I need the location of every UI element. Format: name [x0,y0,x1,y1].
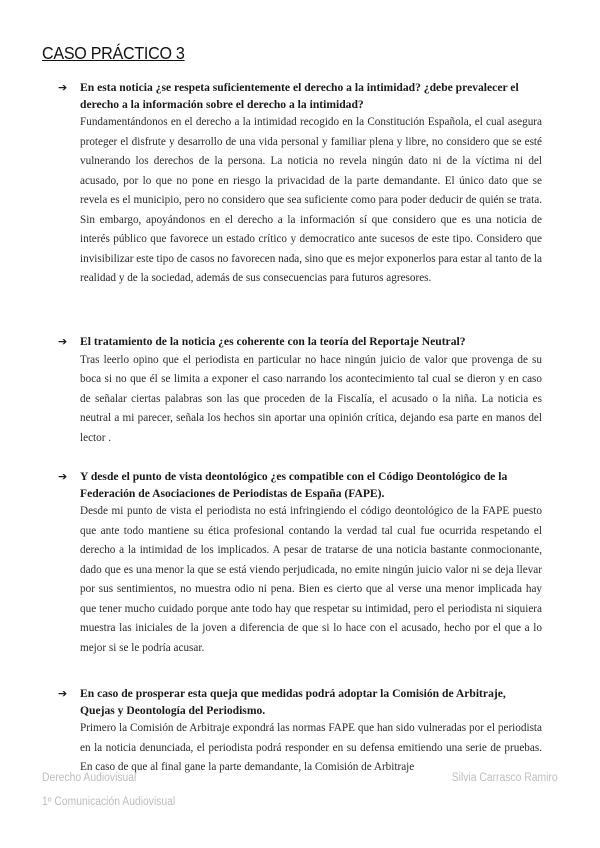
arrow-right-icon: ➔ [58,81,68,94]
section-3 [58,469,542,658]
arrow-right-icon: ➔ [58,335,68,348]
answer-2: Tras leerlo opino que el periodista en particular no hace ningún juicio de valor que provenga de su boca si no que él se limita a exponer el caso narrando los acontecimiento tal cual se dieron y en caso de señalar ciertas palabras son las que proceden de la Fiscalía, el acusado o la niña. La noticia es neutral a mi parecer, señala los hechos sin aportar una opinión crítica, dejando esa parte en manos del lector . [80,353,542,444]
section-1 [58,80,542,289]
question-4 [58,686,542,719]
answer-3: Desde mi punto de vista el periodista no está infringiendo el código deontológico de la FAPE puesto que ante todo mantiene su ética profesional contando la verdad tal cual fue ocurrida respetando el derecho a la intimidad de los implicados. A pesar de tratarse de una noticia bastante conmocionante, dado que es una menor la que se está viendo perjudicada, no emite ningún juicio valor ni se deja llevar por sus sentimientos, no muestra odio ni pena. Bien es cierto que al verse una menor implicada hay que tener mucho cuidado porque ante todo hay que respetar su intimidad, pero el periodista ni siquiera muestra las iniciales de la joven a diferencia de que si lo hace con el acusado, hecho por el que a lo mejor si se le podría acusar. [80,505,542,654]
answer-4: Primero la Comisión de Arbitraje expondrá las normas FAPE que han sido vulneradas por el periodista en la noticia denunciada, el periodista podrá responder en su defensa emitiendo una serie de pruebas. En caso de que al final gane la parte demandante, la Comisión de Arbitraje [80,722,542,773]
question-3-text: Y desde el punto de vista deontológico ¿es compatible con el Código Deontológico de la Federación de Asociaciones de Periodistas de España (FAPE). [80,470,508,500]
question-1 [58,80,542,113]
question-2-text: El tratamiento de la noticia ¿es coherente con la teoría del Reportaje Neutral? [80,335,466,348]
footer-course: Derecho Audiovisual [42,772,137,784]
footer-degree: 1º Comunicación Audiovisual [42,796,176,808]
question-4-text: En caso de prosperar esta queja que medidas podrá adoptar la Comisión de Arbitraje, Quejas y Deontología del Periodismo. [80,687,506,717]
answer-1: Fundamentándonos en el derecho a la intimidad recogido en la Constitución Española, el cual asegura proteger el disfrute y desarrollo de una vida personal y familiar plena y libre, no considero que se esté vulnerando los derechos de la persona. La noticia no revela ningún dato ni de la víctima ni del acusado, por lo que no pone en riesgo la privacidad de la parte demandante. El único dato que se revela es el municipio, pero no considero que sea suficiente como para poder deducir de quién se trata. Sin embargo, apoyándonos en el derecho a la información sí que considero que es una noticia de interés público que favorece un estado crítico y democratico ante sucesos de este tipo. Considero que invisibilizar este tipo de casos no favorecen nada, sino que es mejor exponerlos para estar al tanto de la realidad y de la sociedad, además de sus consecuencias para futuros agresores. [80,116,542,284]
section-2 [58,334,542,448]
question-2 [58,334,542,351]
footer-author: Silvia Carrasco Ramiro [452,772,558,784]
arrow-right-icon: ➔ [58,470,68,483]
section-4 [58,686,542,778]
arrow-right-icon: ➔ [58,687,68,700]
page-title: CASO PRÁCTICO 3 [42,43,185,63]
question-3 [58,469,542,502]
question-1-text: En esta noticia ¿se respeta suficientemente el derecho a la intimidad? ¿debe prevalecer el derecho a la información sobre el derecho a la intimidad? [80,81,519,111]
